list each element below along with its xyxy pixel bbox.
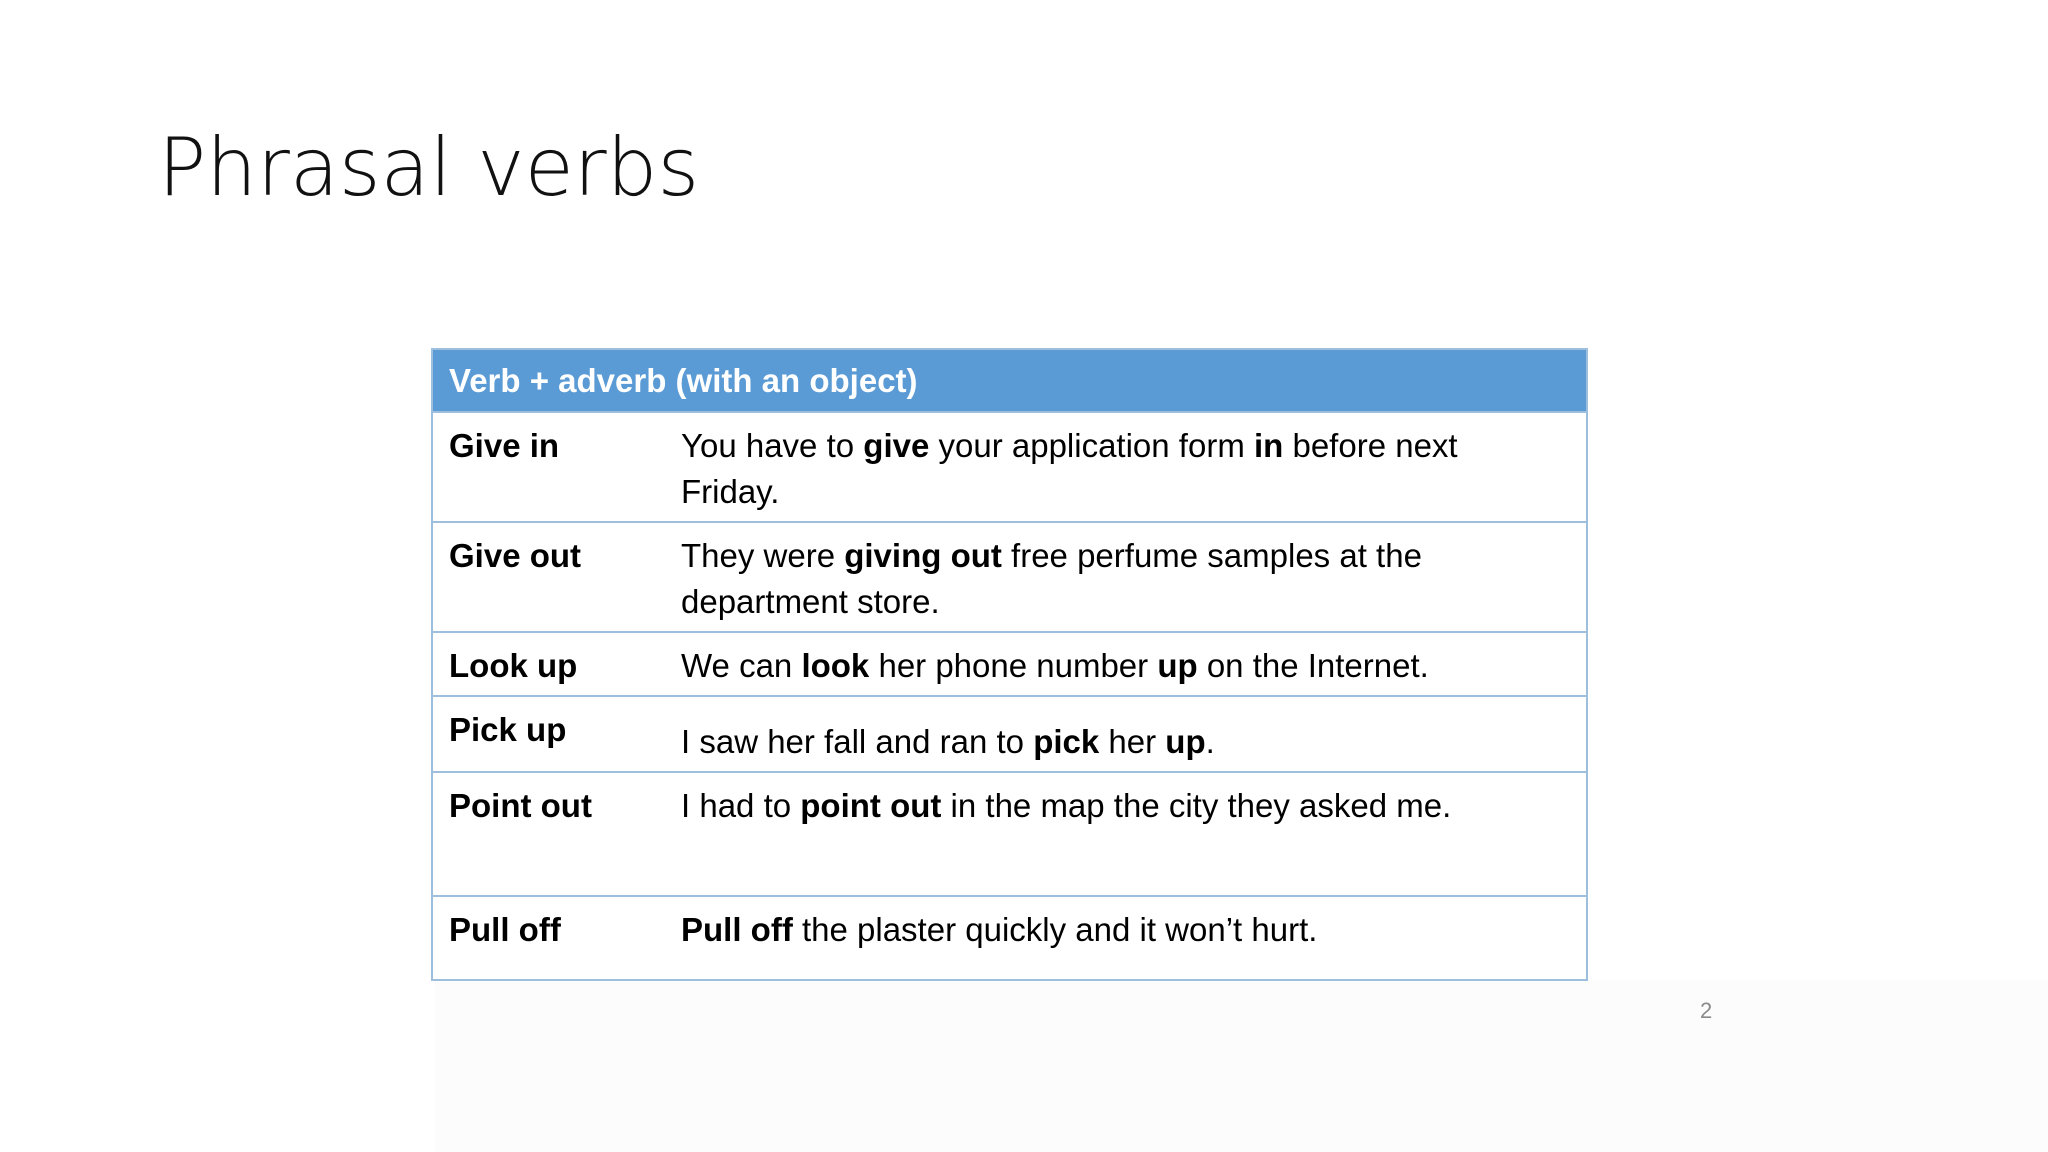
example-text: . — [1205, 723, 1215, 760]
table-row — [432, 772, 1587, 896]
example-cell — [665, 772, 1587, 896]
verb-cell: Pick up — [432, 696, 665, 772]
example-text: I had to — [681, 787, 801, 824]
table-row — [432, 522, 1587, 632]
example-highlight: pick — [1033, 723, 1100, 760]
example-highlight: in — [1253, 427, 1284, 464]
page-number: 2 — [1700, 998, 1713, 1023]
example-highlight: giving out — [844, 537, 1002, 574]
example-cell — [665, 522, 1587, 632]
example-text: before next Friday. — [681, 427, 1458, 510]
example-text: free perfume samples at the department store. — [681, 537, 1422, 620]
verb-cell: Pull off — [432, 896, 665, 980]
example-text: I saw her fall and ran to — [681, 723, 1034, 760]
table-row — [432, 632, 1587, 696]
example-cell — [665, 412, 1587, 522]
example-text: in the map the city they asked me. — [941, 787, 1452, 824]
example-highlight: give — [863, 427, 930, 464]
table-header: Verb + adverb (with an object) — [432, 349, 1587, 412]
table-row — [432, 896, 1587, 980]
phrasal-verbs-table — [431, 348, 1588, 981]
example-highlight: look — [801, 647, 870, 684]
example-text: We can — [681, 647, 802, 684]
table-row — [432, 696, 1587, 772]
example-highlight: up — [1165, 723, 1206, 760]
example-cell — [665, 896, 1587, 980]
example-text: the plaster quickly and it won’t hurt. — [792, 911, 1318, 948]
example-text: her phone number — [869, 647, 1158, 684]
verb-cell: Point out — [432, 772, 665, 896]
example-highlight: Pull off — [681, 911, 793, 948]
verb-cell: Give out — [432, 522, 665, 632]
verb-cell: Give in — [432, 412, 665, 522]
example-cell — [665, 632, 1587, 696]
example-highlight: point out — [800, 787, 942, 824]
example-highlight: up — [1157, 647, 1198, 684]
slide-footer-shade — [435, 980, 2048, 1152]
table-row — [432, 412, 1587, 522]
table-header-row — [432, 349, 1587, 412]
verb-cell: Look up — [432, 632, 665, 696]
example-cell — [665, 696, 1587, 772]
example-text: They were — [681, 537, 845, 574]
example-text: on the Internet. — [1197, 647, 1429, 684]
slide-title: Phrasal verbs — [158, 121, 700, 214]
example-text: your application form — [929, 427, 1254, 464]
example-text: You have to — [681, 427, 864, 464]
example-text: her — [1099, 723, 1166, 760]
